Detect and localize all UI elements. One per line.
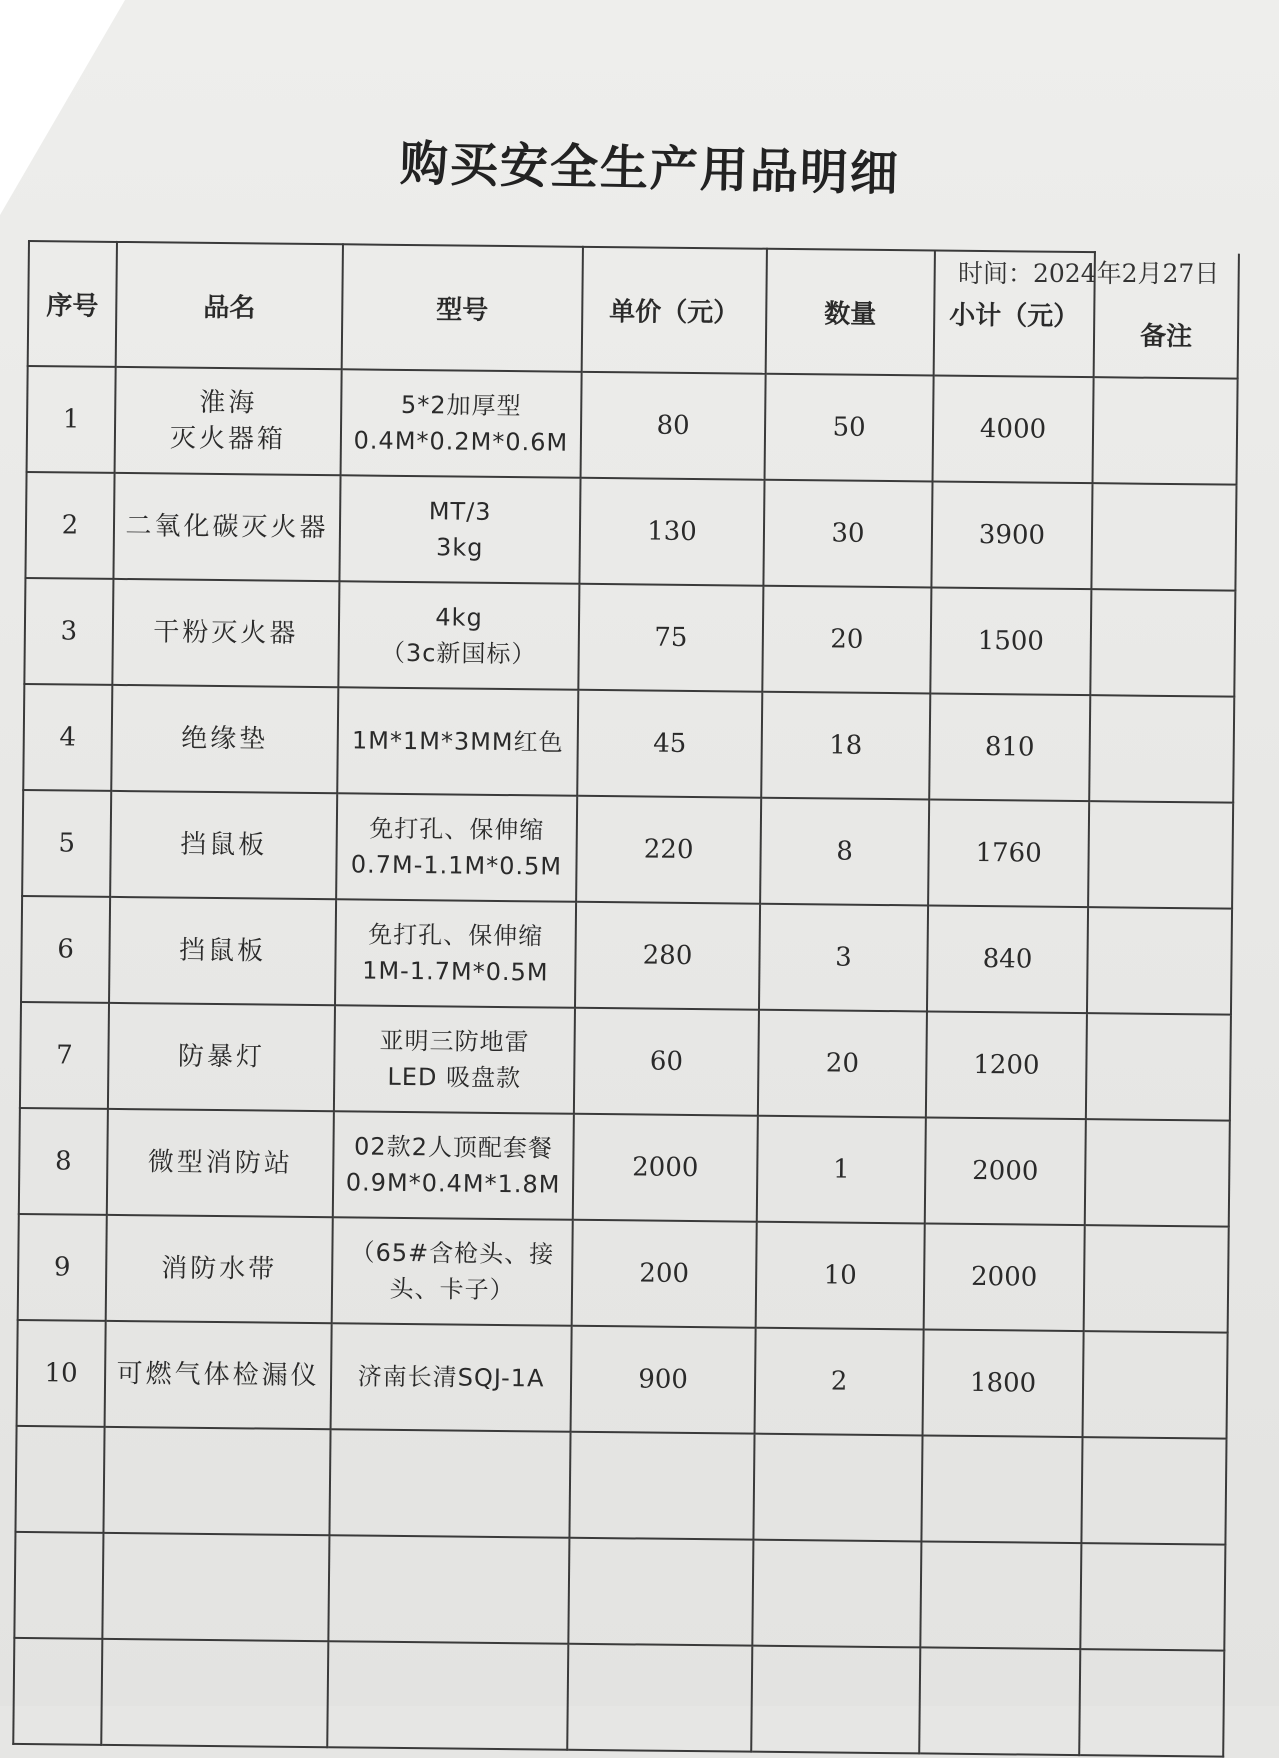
- cell-subtotal: 1760: [928, 799, 1089, 907]
- cell-unit-price: 60: [574, 1008, 759, 1116]
- cell-unit-price: 2000: [573, 1114, 758, 1222]
- cell-name: 微型消防站: [107, 1109, 334, 1217]
- cell-name: 挡鼠板: [110, 791, 337, 899]
- cell-index: 7: [20, 1002, 109, 1109]
- cell-notes: [1084, 1225, 1229, 1333]
- table-row: [21, 896, 1232, 1015]
- cell-index: 9: [18, 1214, 107, 1321]
- empty-cell: [14, 1532, 103, 1639]
- empty-cell: [752, 1540, 921, 1648]
- table-row: [27, 366, 1238, 485]
- table-row-empty: [15, 1426, 1226, 1545]
- cell-index: 2: [25, 472, 114, 579]
- cell-index: 10: [17, 1320, 106, 1427]
- cell-quantity: 1: [757, 1116, 926, 1224]
- cell-notes: [1083, 1331, 1228, 1439]
- cell-subtotal: 810: [929, 693, 1090, 801]
- empty-cell: [329, 1429, 570, 1538]
- table-body: [13, 366, 1237, 1757]
- cell-index: 1: [27, 366, 116, 473]
- cell-name: 防暴灯: [108, 1003, 335, 1111]
- table-row: [22, 790, 1233, 909]
- empty-cell: [1080, 1543, 1225, 1651]
- cell-index: 6: [21, 896, 110, 1003]
- table-row: [17, 1320, 1228, 1439]
- table-row: [25, 472, 1236, 591]
- table-row-empty: [13, 1638, 1224, 1757]
- cell-unit-price: 45: [577, 690, 762, 798]
- cell-subtotal: 2000: [924, 1223, 1085, 1331]
- purchase-table: [12, 240, 1240, 1758]
- cell-quantity: 18: [761, 692, 930, 800]
- cell-name: 二氧化碳灭火器: [113, 473, 340, 581]
- table-row: [20, 1002, 1231, 1121]
- cell-name: 干粉灭火器: [112, 579, 339, 687]
- cell-model: 免打孔、保伸缩 1M-1.7M*0.5M: [335, 899, 576, 1008]
- table-row: [24, 578, 1235, 697]
- empty-cell: [13, 1638, 102, 1745]
- cell-index: 5: [22, 790, 111, 897]
- header-subtotal: 小计（元）: [934, 250, 1095, 377]
- cell-name: 消防水带: [106, 1215, 333, 1323]
- empty-cell: [920, 1541, 1081, 1649]
- cell-unit-price: 900: [571, 1326, 756, 1434]
- cell-subtotal: 1200: [926, 1011, 1087, 1119]
- cell-model: 4kg （3c新国标）: [338, 581, 579, 690]
- cell-notes: [1091, 483, 1236, 591]
- empty-cell: [753, 1434, 922, 1542]
- header-index: 序号: [28, 241, 117, 367]
- cell-notes: [1086, 1013, 1231, 1121]
- cell-subtotal: 1500: [930, 587, 1091, 695]
- cell-subtotal: 2000: [925, 1117, 1086, 1225]
- empty-cell: [567, 1644, 752, 1752]
- cell-model: 1M*1M*3MM红色: [337, 687, 578, 796]
- cell-unit-price: 220: [576, 796, 761, 904]
- cell-subtotal: 1800: [923, 1329, 1084, 1437]
- empty-cell: [569, 1432, 754, 1540]
- cell-quantity: 2: [755, 1328, 924, 1436]
- cell-quantity: 3: [759, 904, 928, 1012]
- empty-cell: [328, 1535, 569, 1644]
- empty-cell: [1081, 1437, 1226, 1545]
- header-quantity: 数量: [766, 249, 935, 376]
- empty-cell: [103, 1427, 330, 1535]
- cell-notes: [1090, 589, 1235, 697]
- cell-index: 4: [23, 684, 112, 791]
- cell-index: 3: [24, 578, 113, 685]
- empty-cell: [919, 1647, 1080, 1755]
- cell-quantity: 20: [762, 586, 931, 694]
- cell-quantity: 30: [763, 480, 932, 588]
- table-row: [23, 684, 1234, 803]
- cell-subtotal: 840: [927, 905, 1088, 1013]
- header-model: 型号: [342, 244, 583, 372]
- document-title: 购买安全生产用品明细: [399, 135, 901, 203]
- cell-quantity: 10: [756, 1222, 925, 1330]
- cell-unit-price: 75: [578, 584, 763, 692]
- cell-name: 挡鼠板: [109, 897, 336, 1005]
- empty-cell: [15, 1426, 104, 1533]
- cell-unit-price: 280: [575, 902, 760, 1010]
- table-row-empty: [14, 1532, 1225, 1651]
- cell-name: 可燃气体检漏仪: [105, 1321, 332, 1429]
- page-corner-highlight: [0, 0, 125, 215]
- cell-index: 8: [19, 1108, 108, 1215]
- table-row: [18, 1214, 1229, 1333]
- table-row: [19, 1108, 1230, 1227]
- empty-cell: [921, 1435, 1082, 1543]
- header-name: 品名: [116, 242, 343, 369]
- empty-cell: [327, 1641, 568, 1750]
- document-date: 时间：2024年2月27日: [958, 259, 1220, 288]
- cell-subtotal: 3900: [931, 481, 1092, 589]
- cell-quantity: 20: [758, 1010, 927, 1118]
- cell-unit-price: 80: [581, 372, 766, 480]
- cell-model: 5*2加厚型 0.4M*0.2M*0.6M: [341, 369, 582, 478]
- cell-notes: [1085, 1119, 1230, 1227]
- cell-subtotal: 4000: [933, 375, 1094, 483]
- cell-model: 免打孔、保伸缩 0.7M-1.1M*0.5M: [336, 793, 577, 902]
- empty-cell: [101, 1639, 328, 1747]
- cell-quantity: 50: [765, 374, 934, 482]
- cell-name: 淮海 灭火器箱: [115, 367, 342, 475]
- cell-model: 济南长清SQJ-1A: [331, 1323, 572, 1432]
- header-unit-price: 单价（元）: [582, 247, 767, 374]
- cell-unit-price: 200: [572, 1220, 757, 1328]
- cell-model: （65#含枪头、接 头、卡子）: [332, 1217, 573, 1326]
- cell-notes: [1087, 907, 1232, 1015]
- cell-quantity: 8: [760, 798, 929, 906]
- purchase-table-container: [13, 240, 1268, 1719]
- empty-cell: [102, 1533, 329, 1641]
- cell-unit-price: 130: [579, 478, 764, 586]
- cell-model: 亚明三防地雷 LED 吸盘款: [334, 1005, 575, 1114]
- empty-cell: [751, 1646, 920, 1754]
- cell-name: 绝缘垫: [111, 685, 338, 793]
- cell-notes: [1089, 695, 1234, 803]
- empty-cell: [568, 1538, 753, 1646]
- cell-model: 02款2人顶配套餐 0.9M*0.4M*1.8M: [333, 1111, 574, 1220]
- empty-cell: [1079, 1649, 1224, 1757]
- cell-model: MT/3 3kg: [339, 475, 580, 584]
- cell-notes: [1093, 377, 1238, 485]
- table-header-row: [28, 241, 1239, 379]
- cell-notes: [1088, 801, 1233, 909]
- header-notes: 备注: [1094, 252, 1239, 379]
